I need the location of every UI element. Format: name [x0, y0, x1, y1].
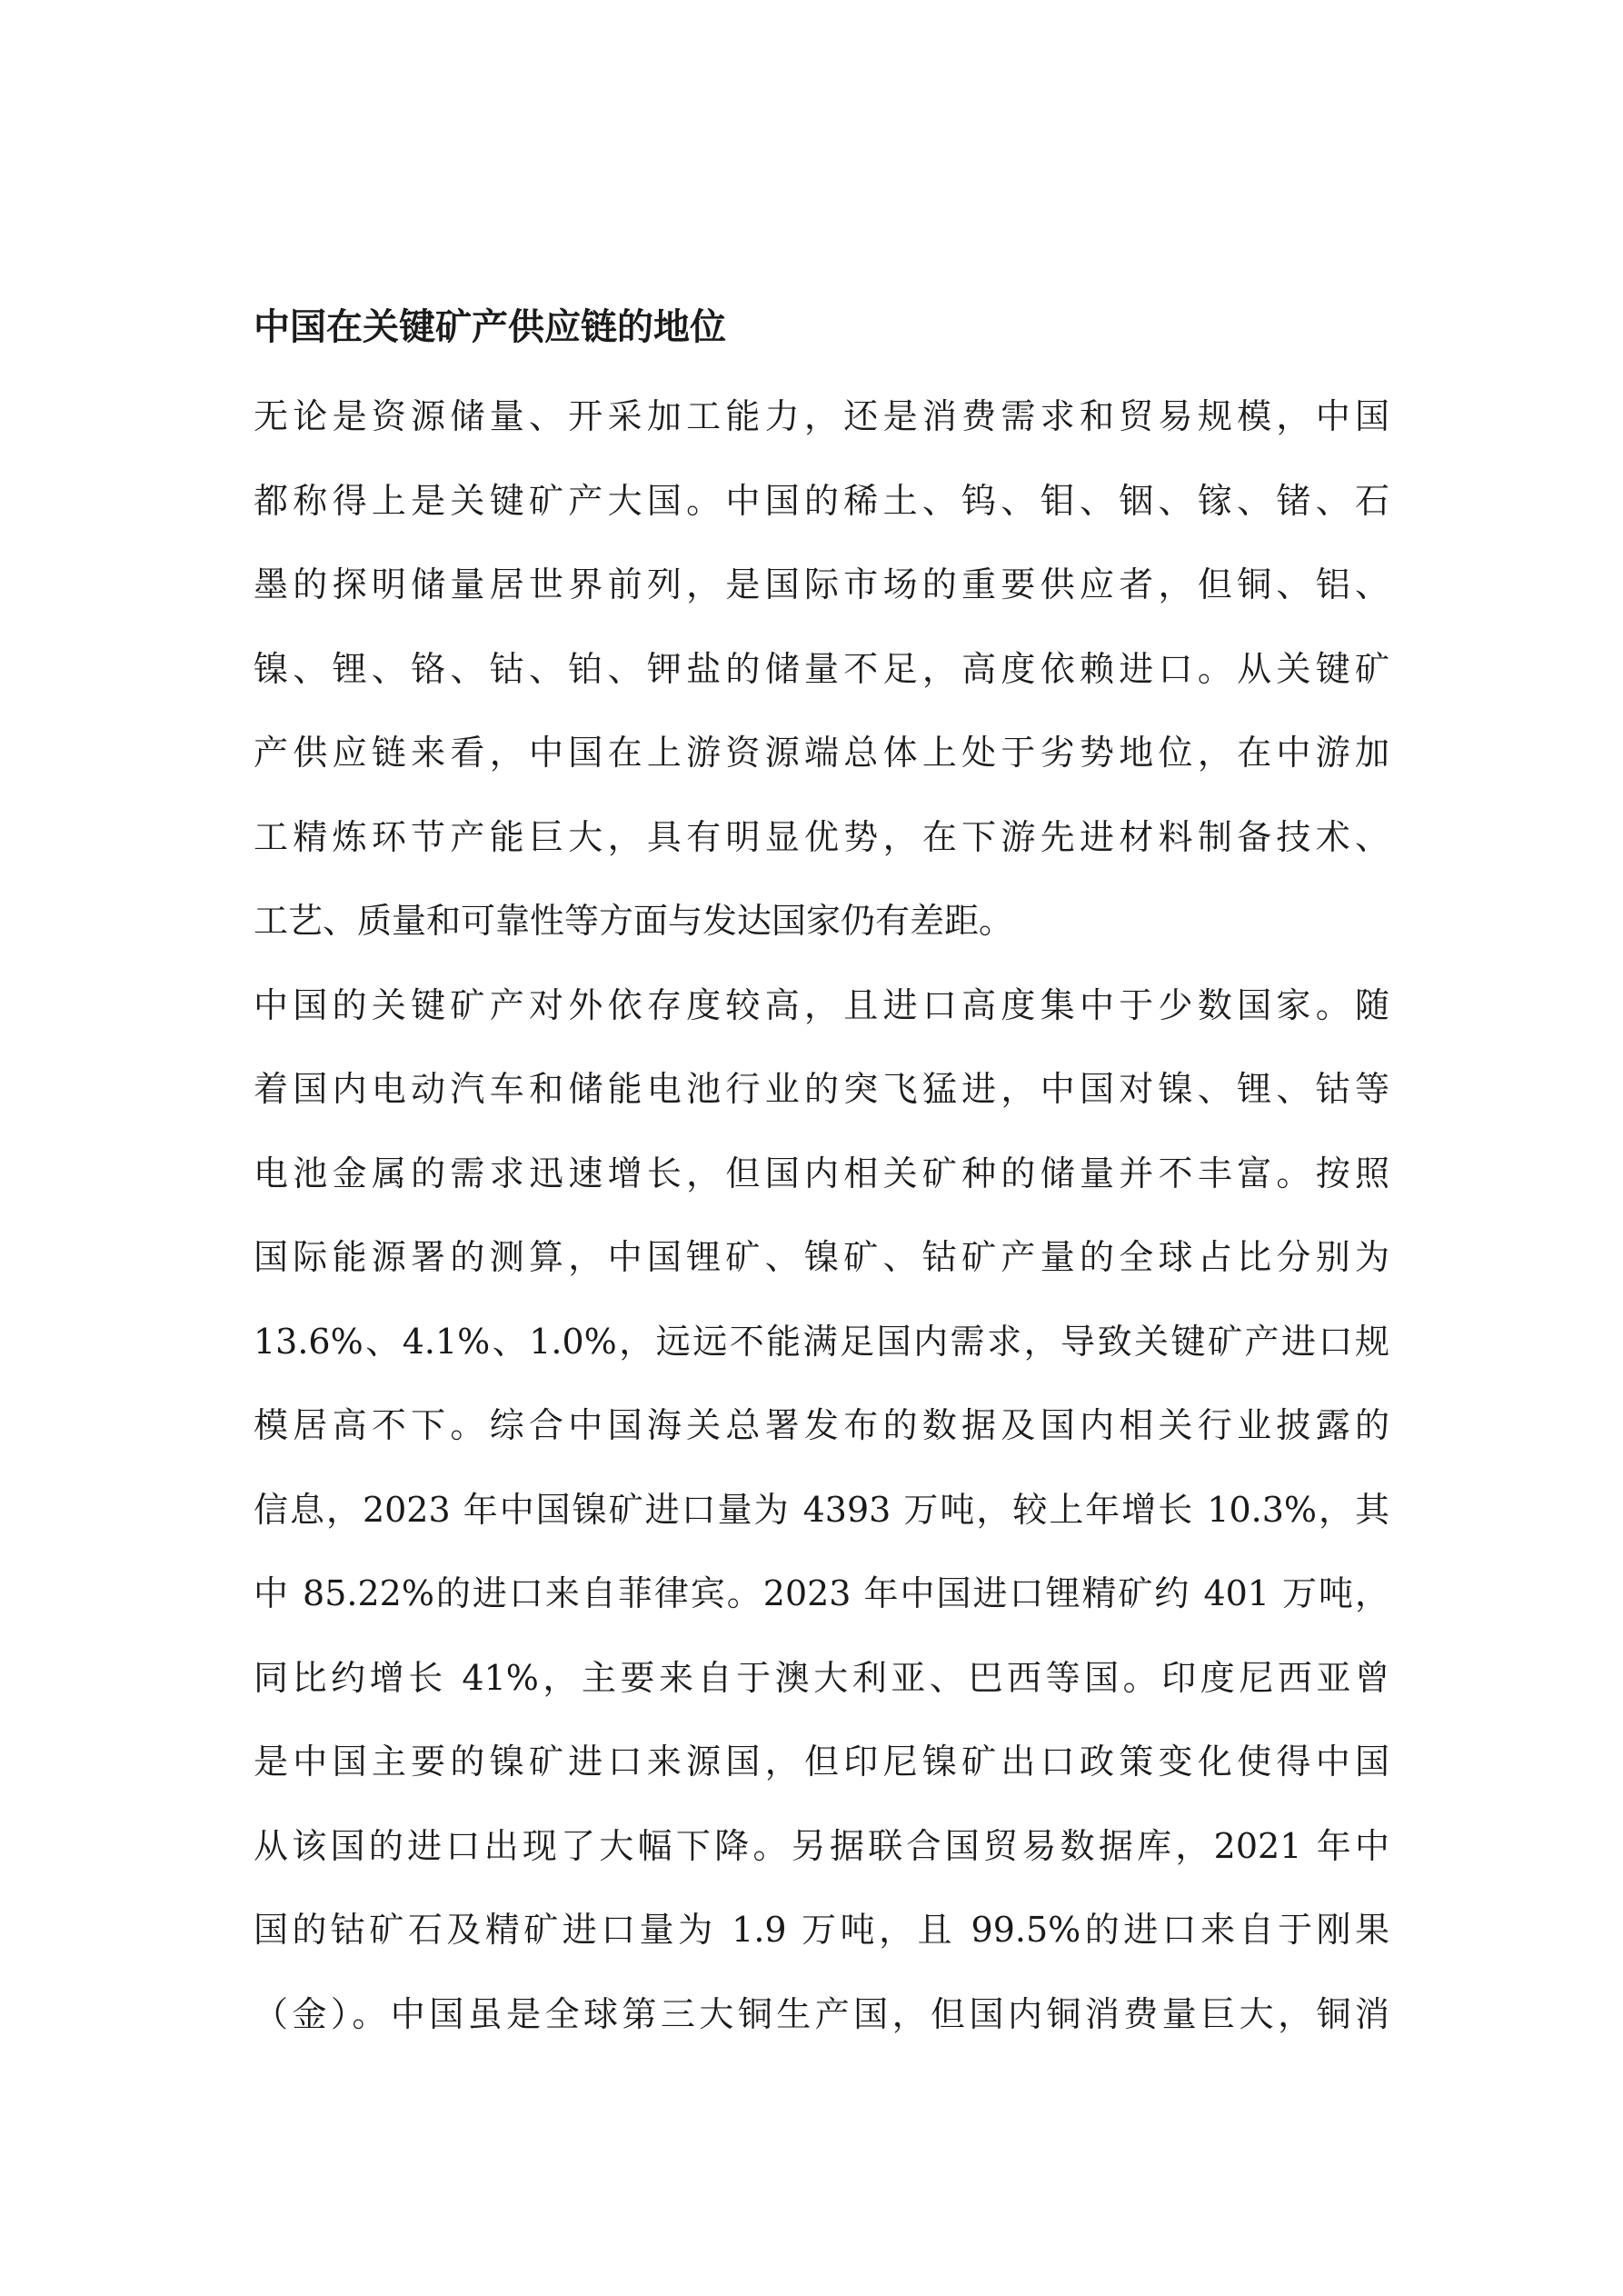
paragraph-1 [254, 374, 1389, 963]
text-line: （金）。中国虽是全球第三大铜生产国，但国内铜消费量巨大，铜消 [254, 1993, 1389, 2034]
text-line: 中 85.22%的进口来自菲律宾。2023 年中国进口锂精矿约 401 万吨， [254, 1573, 1389, 1613]
text-line: 从该国的进口出现了大幅下降。另据联合国贸易数据库，2021 年中 [254, 1825, 1389, 1866]
text-line: 国际能源署的测算，中国锂矿、镍矿、钴矿产量的全球占比分别为 [254, 1237, 1389, 1277]
paragraph-2 [254, 963, 1389, 2057]
text-line: 中国的关键矿产对外依存度较高，且进口高度集中于少数国家。随 [254, 984, 1389, 1025]
text-line: 工艺、质量和可靠性等方面与发达国家仍有差距。 [254, 901, 1014, 941]
text-line: 电池金属的需求迅速增长，但国内相关矿种的储量并不丰富。按照 [254, 1153, 1389, 1193]
text-line: 工精炼环节产能巨大，具有明显优势，在下游先进材料制备技术、 [254, 816, 1389, 857]
text-line: 无论是资源储量、开采加工能力，还是消费需求和贸易规模，中国 [254, 396, 1389, 436]
text-line: 国的钴矿石及精矿进口量为 1.9 万吨，且 99.5%的进口来自于刚果 [254, 1910, 1389, 1950]
section-title: 中国在关键矿产供应链的地位 [254, 306, 726, 348]
document-body [254, 293, 1389, 2056]
text-line: 信息，2023 年中国镍矿进口量为 4393 万吨，较上年增长 10.3%，其 [254, 1489, 1389, 1530]
text-line: 墨的探明储量居世界前列，是国际市场的重要供应者，但铜、铝、 [254, 564, 1389, 604]
text-line: 镍、锂、铬、钴、铂、钾盐的储量不足，高度依赖进口。从关键矿 [254, 648, 1389, 689]
text-line: 同比约增长 41%，主要来自于澳大利亚、巴西等国。印度尼西亚曾 [254, 1657, 1389, 1698]
text-line: 都称得上是关键矿产大国。中国的稀土、钨、钼、铟、镓、锗、石 [254, 480, 1389, 521]
text-line: 模居高不下。综合中国海关总署发布的数据及国内相关行业披露的 [254, 1405, 1389, 1445]
text-line: 产供应链来看，中国在上游资源端总体上处于劣势地位，在中游加 [254, 733, 1389, 773]
text-line: 是中国主要的镍矿进口来源国，但印尼镍矿出口政策变化使得中国 [254, 1742, 1389, 1782]
text-line: 13.6%、4.1%、1.0%，远远不能满足国内需求，导致关键矿产进口规 [254, 1321, 1389, 1362]
text-line: 着国内电动汽车和储能电池行业的突飞猛进，中国对镍、锂、钴等 [254, 1069, 1389, 1109]
